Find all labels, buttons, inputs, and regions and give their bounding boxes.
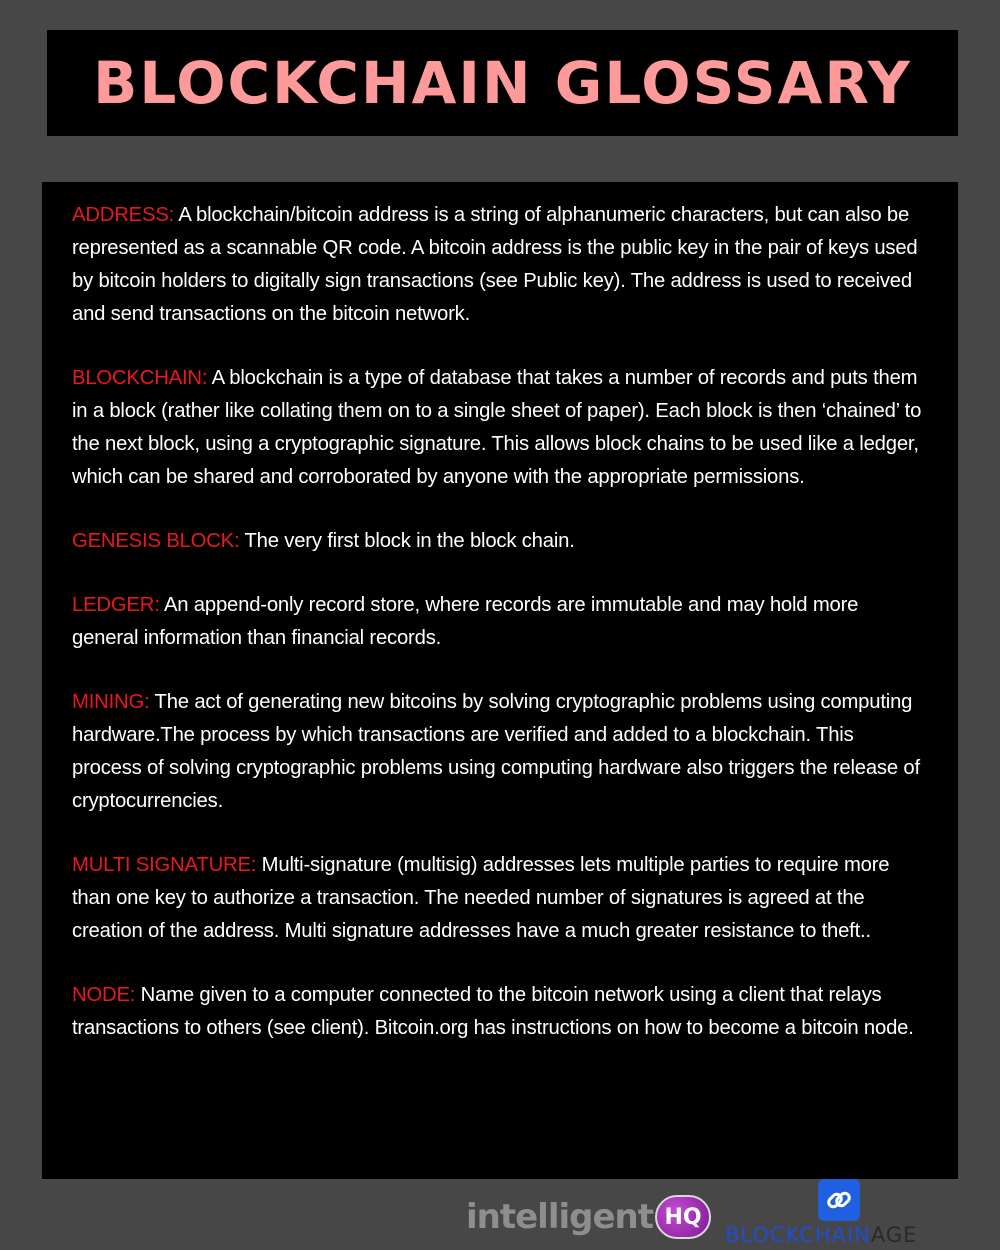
glossary-term: MINING: [72,691,150,713]
footer [0,1179,1000,1250]
glossary-term: MULTI SIGNATURE: [72,854,257,876]
glossary-entry-mining [72,686,928,818]
intelligenthq-wordmark: intelligent [466,1197,653,1237]
page-title: BLOCKCHAIN GLOSSARY [93,49,912,117]
glossary-entry-blockchain [72,362,928,494]
glossary-definition: A blockchain is a type of database that takes a number of records and puts them in a block (rather like collating them on to a single sheet of paper). Each block is then ‘chained’ to the next block, using a cryptographic signature. This allows block chains to be used like a ledger, which can be shared and corroborated by anyone with the appropriate permissions. [72,367,922,488]
glossary-term: NODE: [72,984,136,1006]
glossary-panel [42,182,958,1179]
title-banner [47,30,958,136]
blockchainage-wordmark [725,1223,917,1247]
glossary-term: GENESIS BLOCK: [72,530,240,552]
glossary-definition: Name given to a computer connected to the bitcoin network using a client that relays transactions to others (see client). Bitcoin.org has instructions on how to become a bitcoin node. [72,984,914,1039]
glossary-entry-ledger [72,589,928,655]
glossary-entry-multi-signature [72,849,928,948]
glossary-entry-address [72,199,928,331]
glossary-definition: An append-only record store, where records are immutable and may hold more general information than financial records. [72,594,859,649]
glossary-definition: The act of generating new bitcoins by solving cryptographic problems using computing hardware.The process by which transactions are verified and added to a blockchain. This process of solving cryptographic problems using computing hardware also triggers the release of cryptocurrencies. [72,691,920,812]
glossary-term: LEDGER: [72,594,160,616]
chain-link-icon [818,1179,860,1221]
glossary-entry-node [72,979,928,1045]
glossary-definition: Multi-signature (multisig) addresses lets multiple parties to require more than one key to authorize a transaction. The needed number of signatures is agreed at the creation of the address. Multi signature addresses have a much greater resistance to theft.. [72,854,890,942]
intelligenthq-logo [466,1195,711,1239]
glossary-definition: The very first block in the block chain. [239,530,575,552]
glossary-definition: A blockchain/bitcoin address is a string of alphanumeric characters, but can also be represented as a scannable QR code. A bitcoin address is the public key in the pair of keys used by bitcoin holders to digitally sign transactions (see Public key). The address is used to received and send transactions on the bitcoin network. [72,204,918,325]
glossary-entry-genesis-block [72,525,928,558]
blockchainage-wordmark-dark: AGE [870,1223,918,1247]
hq-badge: HQ [655,1195,711,1239]
blockchainage-wordmark-blue: BLOCKCHAIN [725,1223,871,1247]
glossary-term: BLOCKCHAIN: [72,367,208,389]
glossary-term: ADDRESS: [72,204,175,226]
blockchainage-logo [725,1179,965,1250]
